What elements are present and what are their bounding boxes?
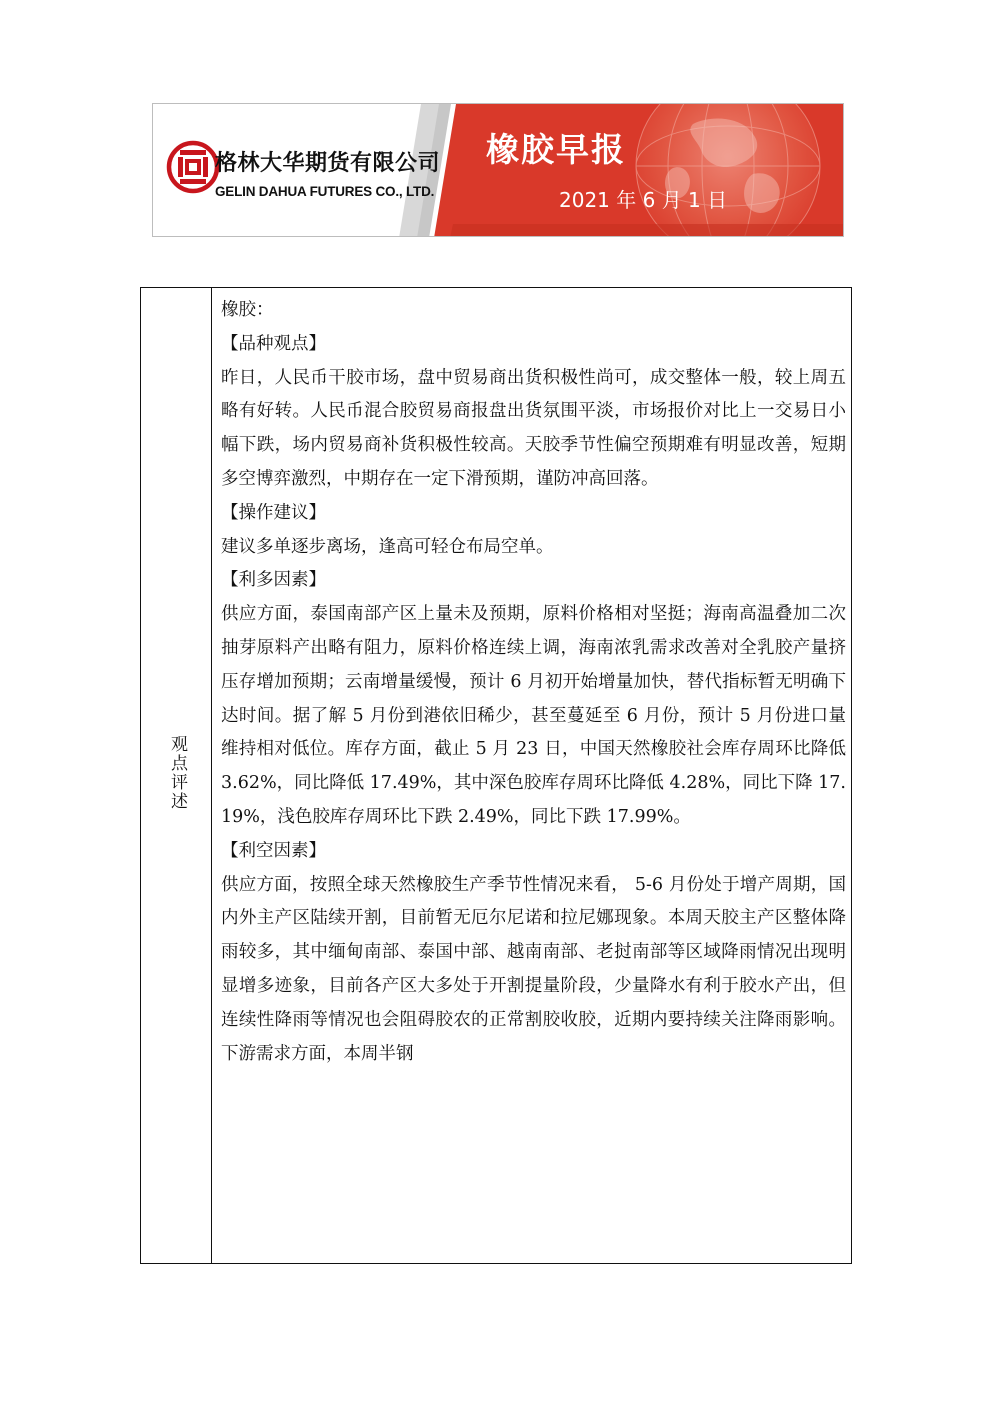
report-header-banner — [152, 103, 844, 237]
commodity-name: 橡胶： — [221, 300, 274, 320]
heading-bearish-factors: 【利空因素】 — [221, 840, 326, 861]
heading-trading-advice: 【操作建议】 — [221, 502, 326, 523]
report-date: 2021 年 6 月 1 日 — [559, 188, 728, 212]
commentary-content-cell — [221, 294, 846, 1071]
commentary-table — [140, 287, 852, 1264]
bullish-factors-paragraph: 供应方面，泰国南部产区上量未及预期，原料价格相对坚挺；海南高温叠加二次抽芽原料产出略有阻力，原料价格连续上调，海南浓乳需求改善对全乳胶产量挤压存增加预期；云南增量缓慢，预计 6 月初开始增量加快，替代指标暂无明确下达时间。据了解 5 月份到港依旧稀少，甚至蔓延至 6 月份，预计 5 月份进口量维持相对低位。库存方面，截止 5 月 23 日，中国天然橡胶社会库存周环比降低 3.62%，同比降低 17.49%，其中深色胶库存周环比降低 4.28%，同比下降 17.19%，浅色胶库存周环比下跌 2.49%，同比下跌 17.99%。 — [221, 604, 846, 827]
variety-view-paragraph: 昨日，人民币干胶市场，盘中贸易商出货积极性尚可，成交整体一般，较上周五略有好转。人民币混合胶贸易商报盘出货氛围平淡，市场报价对比上一交易日小幅下跌，场内贸易商补货积极性较高。天胶季节性偏空预期难有明显改善，短期多空博弈激烈，中期存在一定下滑预期，谨防冲高回落。 — [221, 367, 846, 489]
report-title: 橡胶早报 — [486, 130, 626, 169]
bearish-factors-paragraph: 供应方面，按照全球天然橡胶生产季节性情况来看， 5-6 月份处于增产周期，国内外主产区陆续开割，目前暂无厄尔尼诺和拉尼娜现象。本周天胶主产区整体降雨较多，其中缅甸南部、泰国中部、越南南部、老挝南部等区域降雨情况出现明显增多迹象，目前各产区大多处于开割提量阶段，少量降水有利于胶水产出，但连续性降雨等情况也会阻碍胶农的正常割胶收胶，近期内要持续关注降雨影响。下游需求方面，本周半钢 — [221, 874, 846, 1064]
gelin-dahua-logo-icon — [166, 140, 220, 194]
heading-bullish-factors: 【利多因素】 — [221, 570, 326, 591]
trading-advice-paragraph: 建议多单逐步离场，逢高可轻仓布局空单。 — [221, 536, 554, 557]
company-name-chinese: 格林大华期货有限公司 — [215, 151, 441, 176]
heading-variety-view: 【品种观点】 — [221, 333, 326, 354]
section-label: 观点评述 — [167, 735, 187, 811]
section-label-cell — [141, 288, 212, 1263]
company-name-english: GELIN DAHUA FUTURES CO., LTD. — [215, 184, 435, 199]
